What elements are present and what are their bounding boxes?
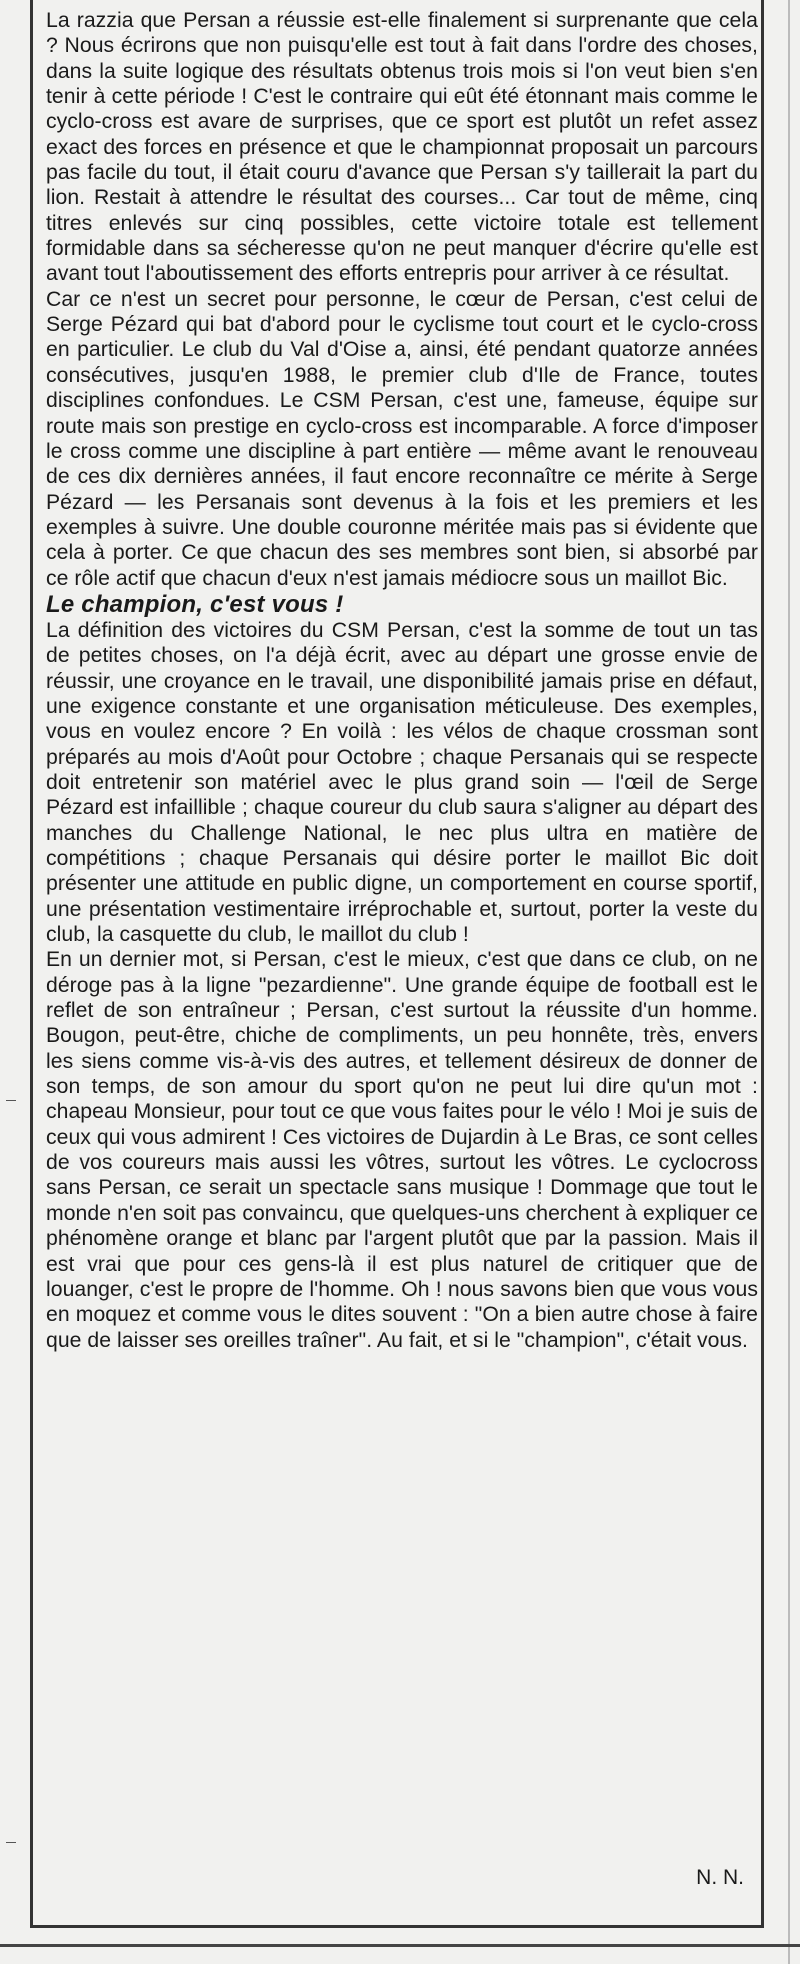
paragraph-intro: La razzia que Persan a réussie est-elle finalement si surprenante que cela ? Nous écrirons que non puisqu'elle est tout à fait dans l'ordre des choses, dans la suite logique des résultats obtenus trois mois si l'on veut bien s'en tenir à cette période ! C'est le contraire qui eût été étonnant mais comme le cyclo-cross est avare de surprises, que ce sport est plutôt un refet assez exact des forces en présence et que le championnat proposait un parcours pas facile du tout, il était couru d'avance que Persan s'y taillerait la part du lion. Restait à attendre le résultat des courses... Car tout de même, cinq titres enlevés sur cinq possibles, cette victoire totale est tellement formidable dans sa sécheresse qu'on ne peut manquer d'écrire qu'elle est avant tout l'aboutissement des efforts entrepris pour arriver à ce résultat. <box>46 9 758 286</box>
paragraph-conclusion: En un dernier mot, si Persan, c'est le mieux, c'est que dans ce club, on ne déroge pas à la ligne "pezardienne". Une grande équipe de football est le reflet de son entraîneur ; Persan, c'est surtout la réussite d'un homme. Bougon, peut-être, chiche de compliments, un peu honnête, très, envers les siens comme vis-à-vis des autres, et tellement désireux de donner de son temps, de son amour du sport qu'on ne peut lui dire qu'un mot : chapeau Monsieur, pour tout ce que vous faites pour le vélo ! Moi je suis de ceux qui vous admirent ! Ces victoires de Dujardin à Le Bras, ce sont celles de vos coureurs mais aussi les vôtres, surtout les vôtres. Le cyclocross sans Persan, ce serait un spectacle sans musique ! Dommage que tout le monde n'en soit pas convaincu, que quelques-uns cherchent à expliquer ce phénomène orange et blanc par l'argent plutôt que par la passion. Mais il est vrai que pour ces gens-là il est plus naturel de critiquer que de louanger, c'est le propre de l'homme. Oh ! nous savons bien que vous vous en moquez et comme vous le dites souvent : "On a bien autre chose à faire que de laisser ses oreilles traîner". Au fait, et si le "champion", c'était vous. <box>46 948 758 1352</box>
author-signature: N. N. <box>696 1866 744 1889</box>
margin-mark <box>6 1100 16 1101</box>
article-body <box>46 8 758 1353</box>
section-heading: Le champion, c'est vous ! <box>46 590 344 618</box>
paragraph-definition: La définition des victoires du CSM Persan, c'est la somme de tout un tas de petites choses, on l'a déjà écrit, avec au départ une grosse envie de réussir, une croyance en le travail, une disponibilité jamais prise en défaut, une exigence constante et une organisation méticuleuse. Des exemples, vous en voulez encore ? En voilà : les vélos de chaque crossman sont préparés au mois d'Août pour Octobre ; chaque Persanais qui se respecte doit entretenir son matériel avec le plus grand soin — l'œil de Serge Pézard est infaillible ; chaque coureur du club saura s'aligner au départ des manches du Challenge National, le nec plus ultra en matière de compétitions ; chaque Persanais qui désire porter le maillot Bic doit présenter une attitude en public digne, un comportement en course sportif, une présentation vestimentaire irréprochable et, surtout, porter la veste du club, la casquette du club, le maillot du club ! <box>46 618 758 947</box>
page-edge <box>788 0 790 1964</box>
paragraph-serge-pezard: Car ce n'est un secret pour personne, le cœur de Persan, c'est celui de Serge Pézard qui bat d'abord pour le cyclisme tout court et le cyclo-cross en particulier. Le club du Val d'Oise a, ainsi, été pendant quatorze années consécutives, jusqu'en 1988, le premier club d'Ile de France, toutes disciplines confondues. Le CSM Persan, c'est une, fameuse, équipe sur route mais son prestige en cyclo-cross est incomparable. A force d'imposer le cross comme une discipline à part entière — même avant le renouveau de ces dix dernières années, il faut encore reconnaître ce mérite à Serge Pézard — les Persanais sont devenus à la fois et les premiers et les exemples à suivre. Une double couronne méritée mais pas si évidente que cela à porter. Ce que chacun des ses membres sont bien, si absorbé par ce rôle actif que chacun d'eux n'est jamais médiocre sous un maillot Bic. <box>46 287 758 590</box>
bottom-rule <box>0 1944 800 1947</box>
margin-mark <box>6 1842 16 1843</box>
